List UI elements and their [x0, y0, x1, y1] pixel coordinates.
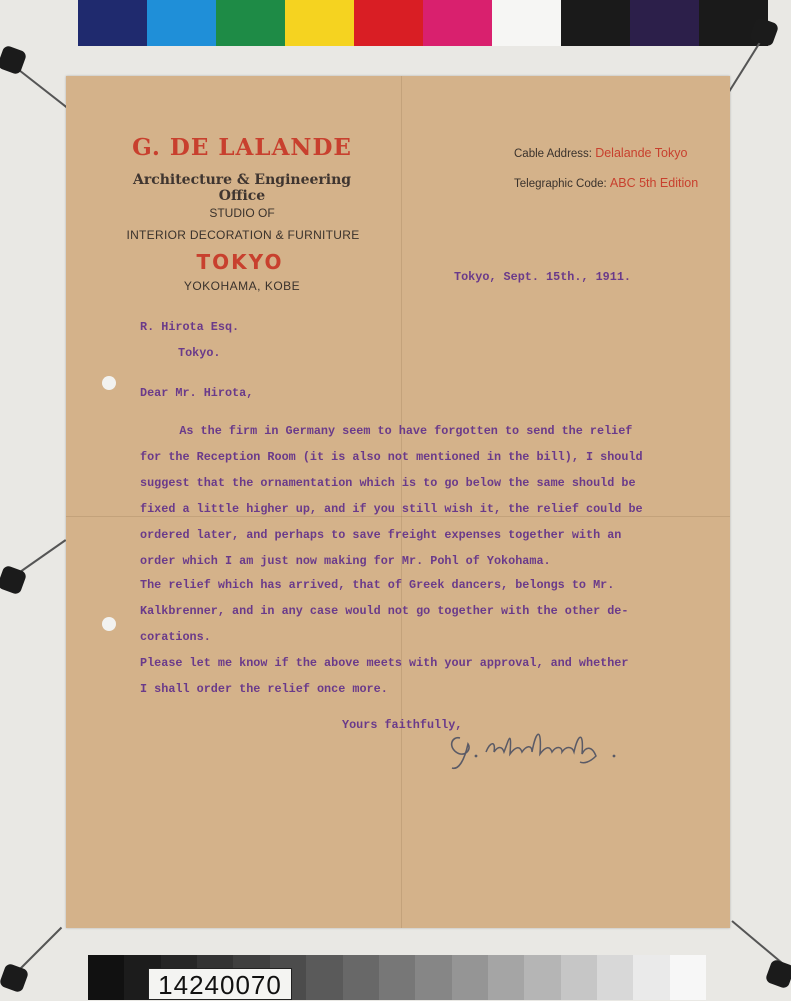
cable-address-label: Cable Address: — [514, 148, 592, 160]
swatch-blue — [78, 0, 147, 46]
body-line: Please let me know if the above meets with your approval, and whether — [140, 656, 629, 670]
recipient-name: R. Hirota Esq. — [140, 320, 240, 334]
letterhead-interior: INTERIOR DECORATION & FURNITURE — [126, 228, 360, 242]
telegraphic-code — [514, 176, 698, 190]
swatch-green — [216, 0, 285, 46]
salutation: Dear Mr. Hirota, — [140, 386, 254, 400]
body-line: suggest that the ornamentation which is to go below the same should be — [140, 476, 636, 490]
gray-step — [488, 955, 524, 1000]
body-line: Kalkbrenner, and in any case would not go together with the other de- — [140, 604, 629, 618]
gray-step — [597, 955, 633, 1000]
letterhead-city: TOKYO — [196, 250, 284, 274]
gray-step — [88, 955, 124, 1000]
body-line: I shall order the relief once more. — [140, 682, 388, 696]
letterhead-office: Architecture & Engineering Office — [132, 172, 352, 204]
body-line: As the firm in Germany seem to have forgotten to send the relief — [151, 424, 633, 438]
letter-paper — [66, 76, 730, 928]
punch-hole-lower — [102, 617, 116, 631]
letterhead-name: G. DE LALANDE — [132, 134, 352, 161]
gray-step — [415, 955, 451, 1000]
pin-bottom-left — [0, 963, 29, 994]
gray-step — [306, 955, 342, 1000]
gray-step — [524, 955, 560, 1000]
cable-address-value: Delalande Tokyo — [595, 146, 688, 160]
handwritten-signature — [446, 716, 646, 776]
body-line: for the Reception Room (it is also not mentioned in the bill), I should — [140, 450, 643, 464]
punch-hole-upper — [102, 376, 116, 390]
pin-top-left — [0, 45, 27, 76]
body-line: ordered later, and perhaps to save freight expenses together with an — [140, 528, 622, 542]
recipient-city: Tokyo. — [178, 346, 221, 360]
fold-line-horizontal — [66, 516, 730, 517]
gray-step — [343, 955, 379, 1000]
gray-step — [379, 955, 415, 1000]
swatch-cyan — [147, 0, 216, 46]
archive-id-label: 14240070 — [148, 968, 292, 1000]
letterhead-studio: STUDIO OF — [209, 206, 275, 220]
body-line: fixed a little higher up, and if you still wish it, the relief could be — [140, 502, 643, 516]
letter-date: Tokyo, Sept. 15th., 1911. — [454, 270, 631, 284]
swatch-yellow — [285, 0, 354, 46]
color-calibration-strip — [78, 0, 768, 46]
body-line: order which I am just now making for Mr. Pohl of Yokohama. — [140, 554, 551, 568]
body-line: The relief which has arrived, that of Greek dancers, belongs to Mr. — [140, 578, 615, 592]
letterhead-branches: YOKOHAMA, KOBE — [183, 279, 301, 293]
swatch-red — [354, 0, 423, 46]
swatch-black — [561, 0, 630, 46]
gray-step — [452, 955, 488, 1000]
cable-address — [514, 146, 687, 160]
swatch-white — [492, 0, 561, 46]
swatch-magenta — [423, 0, 492, 46]
gray-step — [633, 955, 669, 1000]
gray-step — [670, 955, 706, 1000]
swatch-purple — [630, 0, 699, 46]
gray-step — [561, 955, 597, 1000]
pin-bottom-right — [765, 959, 791, 990]
body-line: corations. — [140, 630, 211, 644]
closing: Yours faithfully, — [342, 718, 463, 732]
telegraphic-code-label: Telegraphic Code: — [514, 178, 607, 190]
telegraphic-code-value: ABC 5th Edition — [609, 176, 699, 190]
